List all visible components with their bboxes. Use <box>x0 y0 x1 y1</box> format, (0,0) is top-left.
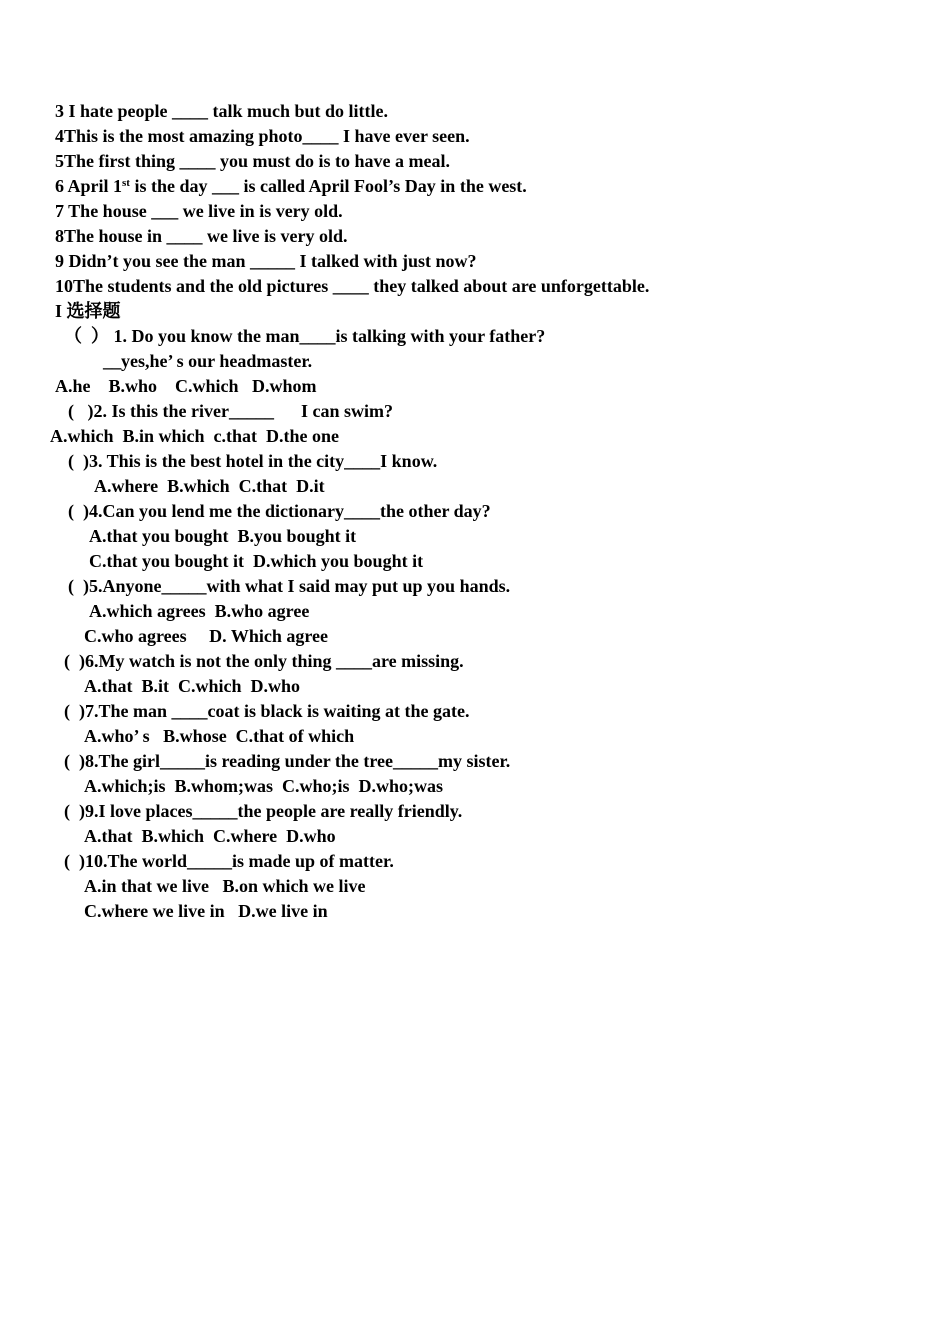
question-8-options: A.which;is B.whom;was C.who;is D.who;was <box>84 776 444 796</box>
question-1-reply: __yes,he’ s our headmaster. <box>103 351 313 371</box>
question-9-options: A.that B.which C.where D.who <box>84 826 336 846</box>
question-5-options-line-1: A.which agrees B.who agree <box>89 601 310 621</box>
question-10-options-line-2: C.where we live in D.we live in <box>84 901 328 921</box>
question-3: ( )3. This is the best hotel in the city____I know. <box>68 451 438 471</box>
question-5: ( )5.Anyone_____with what I said may put up you hands. <box>68 576 511 596</box>
question-9: ( )9.I love places_____the people are really friendly. <box>64 801 463 821</box>
question-4: ( )4.Can you lend me the dictionary____the other day? <box>68 501 491 521</box>
question-4-options-line-1: A.that you bought B.you bought it <box>89 526 357 546</box>
question-2: ( )2. Is this the river_____ I can swim? <box>68 401 393 421</box>
question-4-options-line-2: C.that you bought it D.which you bought it <box>89 551 424 571</box>
fill-in-item-10: 10The students and the old pictures ____ they talked about are unforgettable. <box>55 276 650 296</box>
fill-in-item-9: 9 Didn’t you see the man _____ I talked with just now? <box>55 251 477 271</box>
fill-in-item-5: 5The first thing ____ you must do is to have a meal. <box>55 151 451 171</box>
fill-in-item-7: 7 The house ___ we live in is very old. <box>55 201 343 221</box>
question-3-options: A.where B.which C.that D.it <box>94 476 325 496</box>
question-7-options: A.who’ s B.whose C.that of which <box>84 726 355 746</box>
fill-in-item-8: 8The house in ____ we live is very old. <box>55 226 348 246</box>
ordinal-suffix: st <box>122 177 130 189</box>
question-10-options-line-1: A.in that we live B.on which we live <box>84 876 366 896</box>
section-heading: I 选择题 <box>55 301 121 321</box>
question-2-options: A.which B.in which c.that D.the one <box>50 426 340 446</box>
question-7: ( )7.The man ____coat is black is waiting at the gate. <box>64 701 470 721</box>
fill-in-item-6-end: is the day ___ is called April Fool’s Day in the west. <box>129 176 527 196</box>
fill-in-item-3: 3 I hate people ____ talk much but do little. <box>55 101 389 121</box>
question-6: ( )6.My watch is not the only thing ____are missing. <box>64 651 464 671</box>
question-10: ( )10.The world_____is made up of matter. <box>64 851 394 871</box>
question-6-options: A.that B.it C.which D.who <box>84 676 301 696</box>
fill-in-item-4: 4This is the most amazing photo____ I have ever seen. <box>55 126 470 146</box>
question-8: ( )8.The girl_____is reading under the tree_____my sister. <box>64 751 511 771</box>
question-1: （ ） 1. Do you know the man____is talking with your father? <box>64 326 546 346</box>
question-5-options-line-2: C.who agrees D. Which agree <box>84 626 328 646</box>
question-1-options: A.he B.who C.which D.whom <box>55 376 317 396</box>
fill-in-item-6-start: 6 April 1 <box>55 176 123 196</box>
fill-in-item-6 <box>55 174 527 199</box>
